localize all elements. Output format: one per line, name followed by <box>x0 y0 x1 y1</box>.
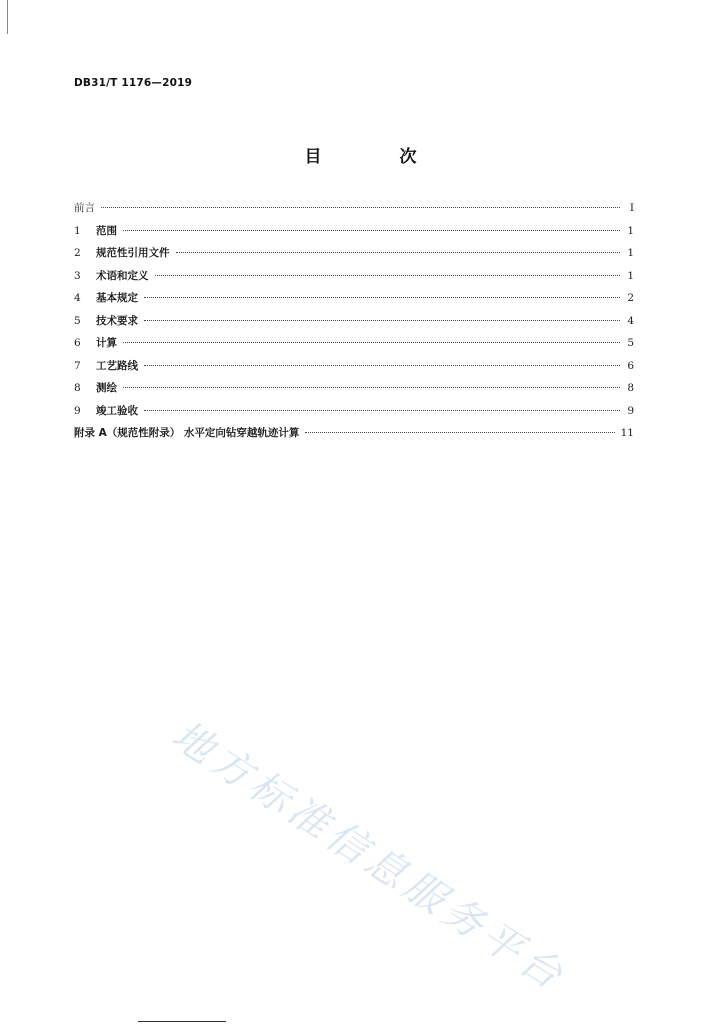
toc-entry-9[interactable] <box>74 403 634 426</box>
leader-dots <box>144 297 620 298</box>
toc-entry-page: I <box>629 202 634 214</box>
toc-entry-2[interactable] <box>74 245 634 268</box>
toc-entry-page: 11 <box>620 427 634 439</box>
toc-entry-4[interactable] <box>74 290 634 313</box>
toc-entry-label: 范围 <box>96 224 117 237</box>
toc-entry-page: 5 <box>627 337 634 349</box>
toc-entry-label: 测绘 <box>96 382 117 394</box>
toc-entry-label: 计算 <box>96 337 117 349</box>
toc-entry-page: 9 <box>627 404 634 417</box>
toc-entry-page: 1 <box>627 247 634 259</box>
toc-entry-8[interactable] <box>74 380 634 403</box>
toc-entry-page: 1 <box>627 224 634 237</box>
leader-dots <box>305 432 614 433</box>
toc-entry-number: 4 <box>74 292 81 304</box>
toc-entry-page: 8 <box>627 382 634 394</box>
toc-entry-appendix-a[interactable] <box>74 425 634 448</box>
toc-entry-label: 附录 A（规范性附录） 水平定向钻穿越轨迹计算 <box>74 427 300 439</box>
toc-entry-label: 基本规定 <box>96 292 138 304</box>
table-of-contents <box>74 200 634 448</box>
toc-entry-number: 5 <box>74 314 81 327</box>
toc-entry-page: 6 <box>627 359 634 372</box>
toc-entry-1[interactable] <box>74 223 634 246</box>
toc-entry-page: 2 <box>627 292 634 304</box>
page-edge-line <box>7 0 8 34</box>
toc-entry-label: 技术要求 <box>96 314 138 327</box>
standard-number: DB31/T 1176—2019 <box>74 77 193 89</box>
toc-entry-5[interactable] <box>74 313 634 336</box>
toc-entry-number: 1 <box>74 224 81 237</box>
toc-entry-number: 8 <box>74 382 81 394</box>
toc-entry-page: 1 <box>627 269 634 282</box>
toc-entry-foreword[interactable] <box>74 200 634 223</box>
toc-entry-number: 2 <box>74 247 81 259</box>
toc-entry-label: 工艺路线 <box>96 359 138 372</box>
leader-dots <box>155 275 621 276</box>
toc-title: 目 次 <box>304 147 453 167</box>
toc-entry-3[interactable] <box>74 268 634 291</box>
toc-entry-number: 3 <box>74 269 81 282</box>
toc-entry-number: 9 <box>74 404 81 417</box>
toc-entry-number: 7 <box>74 359 81 372</box>
toc-entry-page: 4 <box>627 314 634 327</box>
toc-entry-number: 6 <box>74 337 81 349</box>
leader-dots <box>144 320 620 321</box>
toc-entry-label: 规范性引用文件 <box>96 247 170 259</box>
toc-entry-label: 术语和定义 <box>96 269 149 282</box>
leader-dots <box>123 387 620 388</box>
leader-dots <box>123 342 620 343</box>
toc-entry-label: 竣工验收 <box>96 404 138 417</box>
leader-dots <box>123 230 620 231</box>
leader-dots <box>176 252 621 253</box>
leader-dots <box>144 410 620 411</box>
leader-dots <box>101 207 620 208</box>
footer-rule <box>138 1021 226 1022</box>
toc-entry-6[interactable] <box>74 335 634 358</box>
toc-entry-7[interactable] <box>74 358 634 381</box>
toc-entry-label: 前言 <box>74 202 95 214</box>
watermark: 地方标准信息服务平台 <box>163 712 575 1002</box>
leader-dots <box>144 365 620 366</box>
